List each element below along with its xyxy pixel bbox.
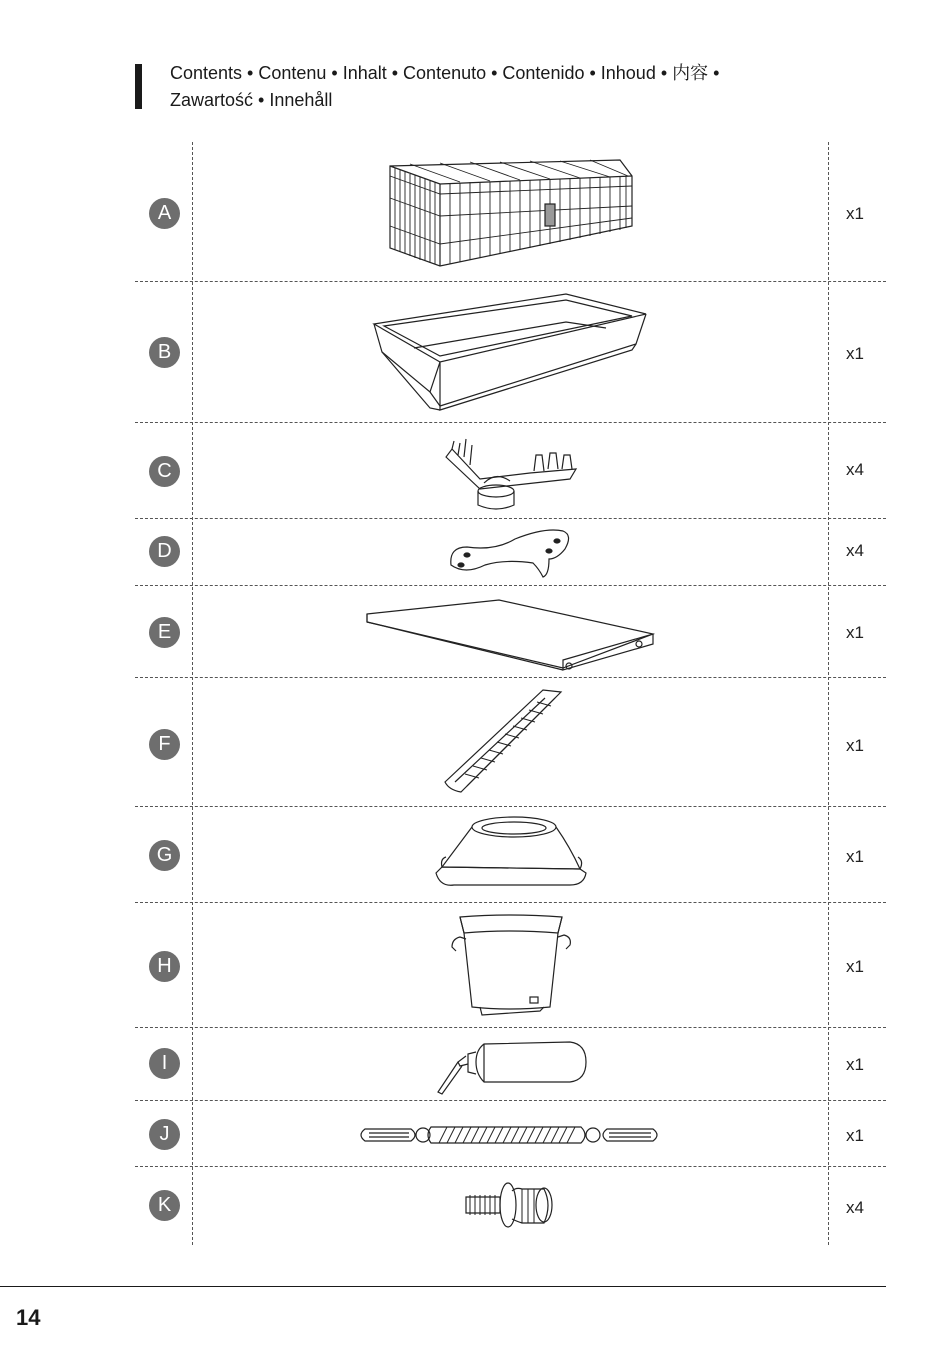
part-letter-badge: F [149, 729, 180, 760]
ladder-ramp-icon [192, 686, 828, 798]
part-row-d [135, 519, 886, 586]
part-letter-badge: J [149, 1119, 180, 1150]
footer-rule [0, 1286, 886, 1287]
part-row-c [135, 423, 886, 519]
screw-bolt-icon [192, 1177, 828, 1237]
spring-hanger-icon [192, 1117, 828, 1153]
clip-connector-icon [192, 433, 828, 513]
cage-base-tray-icon [192, 292, 828, 414]
contents-heading-line-2: Zawartość • Innehåll [170, 90, 333, 110]
part-quantity: x1 [846, 623, 864, 642]
part-row-b [135, 282, 886, 423]
part-letter-badge: A [149, 198, 180, 229]
page-number: 14 [16, 1305, 41, 1330]
hay-feeder-icon [192, 911, 828, 1021]
part-letter-badge: D [149, 536, 180, 567]
part-quantity: x4 [846, 460, 864, 479]
part-quantity: x4 [846, 541, 864, 560]
contents-heading [170, 60, 870, 114]
part-row-j [135, 1101, 886, 1167]
part-quantity: x1 [846, 344, 864, 363]
part-row-a [135, 142, 886, 282]
part-quantity: x1 [846, 1126, 864, 1145]
part-quantity: x1 [846, 1055, 864, 1074]
cage-top-icon [192, 156, 828, 271]
part-letter-badge: B [149, 337, 180, 368]
part-letter-badge: K [149, 1190, 180, 1221]
part-letter-badge: I [149, 1048, 180, 1079]
part-letter-badge: G [149, 840, 180, 871]
contents-heading-line-1: Contents • Contenu • Inhalt • Contenuto • Contenido • Inhoud • 内容 • [170, 63, 720, 83]
part-row-g [135, 807, 886, 903]
part-quantity: x1 [846, 957, 864, 976]
part-letter-badge: H [149, 951, 180, 982]
platform-shelf-icon [192, 594, 828, 674]
food-bowl-icon [192, 813, 828, 893]
part-row-f [135, 678, 886, 807]
part-row-k [135, 1167, 886, 1245]
part-row-e [135, 586, 886, 678]
bracket-icon [192, 525, 828, 583]
parts-table [135, 142, 886, 1245]
part-quantity: x1 [846, 204, 864, 223]
part-letter-badge: C [149, 456, 180, 487]
part-letter-badge: E [149, 617, 180, 648]
part-quantity: x1 [846, 736, 864, 755]
header-accent-bar [135, 64, 142, 109]
part-row-h [135, 903, 886, 1028]
part-quantity: x1 [846, 847, 864, 866]
water-bottle-icon [192, 1034, 828, 1098]
part-quantity: x4 [846, 1198, 864, 1217]
part-row-i [135, 1028, 886, 1101]
